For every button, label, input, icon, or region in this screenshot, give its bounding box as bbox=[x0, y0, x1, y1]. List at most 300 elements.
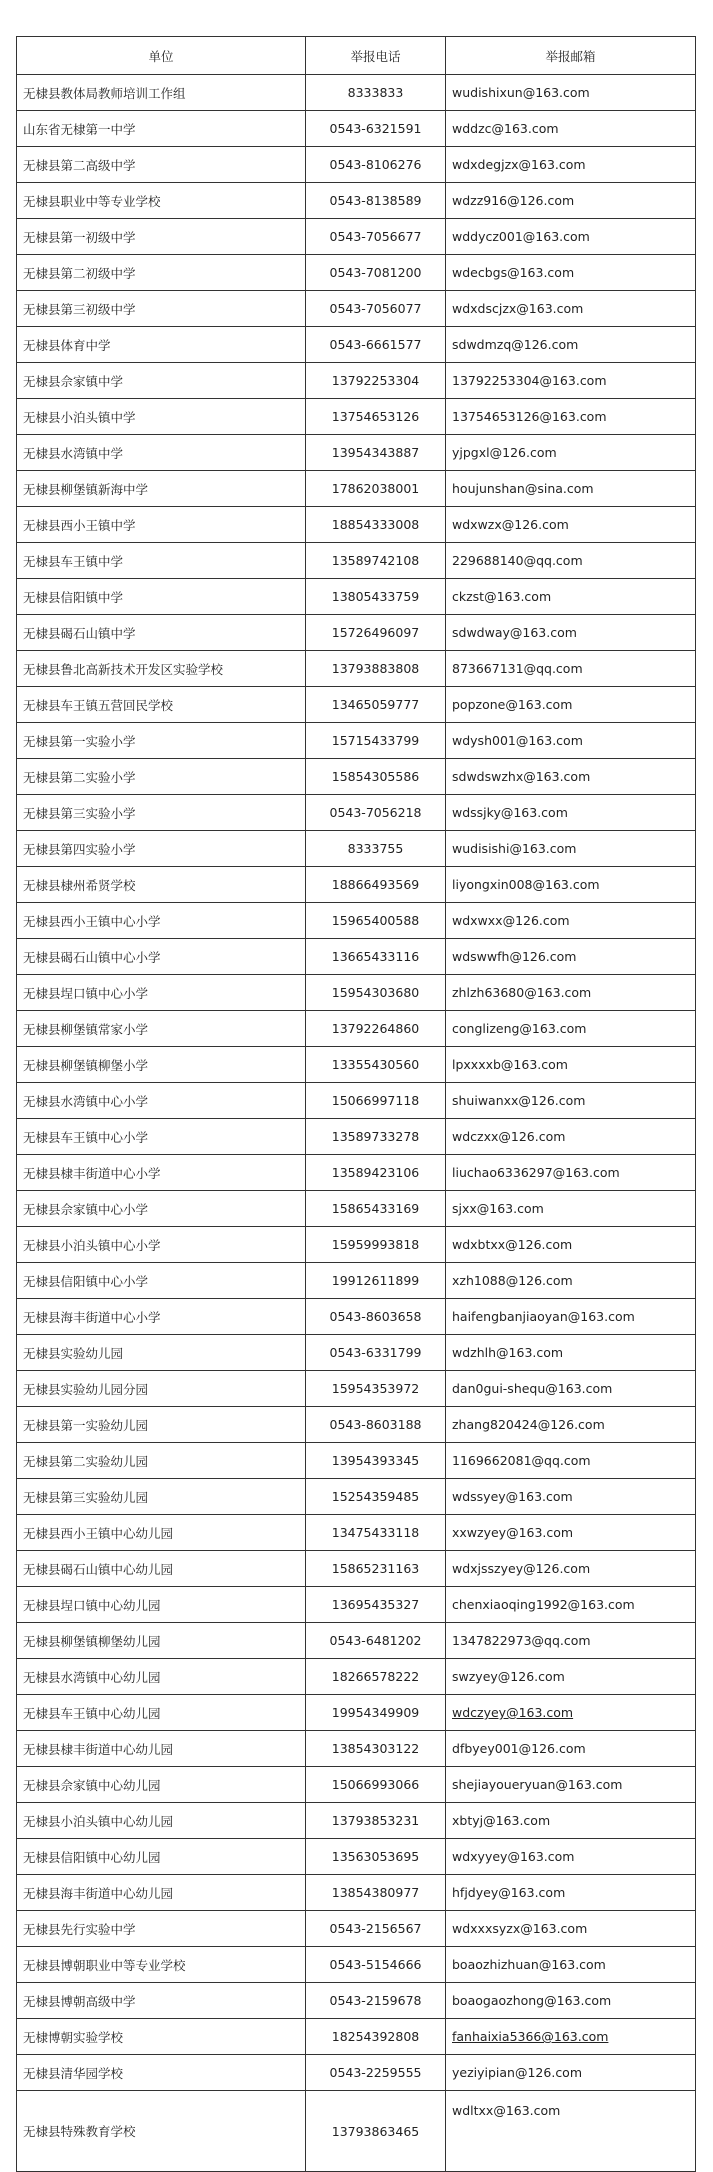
unit-text: 无棣县体育中学 bbox=[23, 337, 111, 353]
unit-cell bbox=[17, 1299, 306, 1335]
unit-cell bbox=[17, 1587, 306, 1623]
email-text[interactable]: chenxiaoqing1992@163.com bbox=[452, 1597, 635, 1612]
email-text[interactable]: wdxdscjzx@163.com bbox=[452, 301, 584, 316]
header-phone: 举报电话 bbox=[306, 37, 446, 75]
unit-cell bbox=[17, 471, 306, 507]
email-cell[interactable] bbox=[446, 2055, 696, 2091]
phone-cell bbox=[306, 975, 446, 1011]
table-row bbox=[17, 903, 696, 939]
email-text[interactable]: shejiayoueryuan@163.com bbox=[452, 1777, 623, 1792]
unit-cell bbox=[17, 759, 306, 795]
phone-cell bbox=[306, 1731, 446, 1767]
unit-text: 无棣县碣石山镇中心幼儿园 bbox=[23, 1561, 174, 1577]
email-text[interactable]: wdxwzx@126.com bbox=[452, 517, 569, 532]
email-cell[interactable] bbox=[446, 687, 696, 723]
unit-text: 无棣县实验幼儿园分园 bbox=[23, 1381, 149, 1397]
email-text[interactable]: liyongxin008@163.com bbox=[452, 877, 600, 892]
unit-cell bbox=[17, 507, 306, 543]
unit-text: 无棣县信阳镇中心幼儿园 bbox=[23, 1849, 161, 1865]
email-text[interactable]: wdczxx@126.com bbox=[452, 1129, 566, 1144]
phone-cell bbox=[306, 435, 446, 471]
table-row bbox=[17, 183, 696, 219]
email-cell[interactable] bbox=[446, 543, 696, 579]
unit-cell bbox=[17, 1191, 306, 1227]
email-cell[interactable] bbox=[446, 1011, 696, 1047]
email-text[interactable]: yeziyipian@126.com bbox=[452, 2065, 583, 2080]
email-text[interactable]: wdltxx@163.com bbox=[452, 2103, 561, 2118]
unit-text: 无棣县水湾镇中心幼儿园 bbox=[23, 1669, 161, 1685]
email-cell[interactable] bbox=[446, 1695, 696, 1731]
unit-text: 无棣县第二实验小学 bbox=[23, 769, 136, 785]
unit-cell bbox=[17, 1407, 306, 1443]
phone-cell bbox=[306, 363, 446, 399]
email-cell[interactable] bbox=[446, 651, 696, 687]
phone-text: 0543-6661577 bbox=[329, 337, 422, 352]
email-cell[interactable] bbox=[446, 1479, 696, 1515]
table-row bbox=[17, 1407, 696, 1443]
table-row bbox=[17, 939, 696, 975]
unit-cell bbox=[17, 1011, 306, 1047]
table-row bbox=[17, 363, 696, 399]
email-text[interactable]: wdxwxx@126.com bbox=[452, 913, 570, 928]
phone-cell bbox=[306, 687, 446, 723]
unit-cell bbox=[17, 1623, 306, 1659]
unit-cell bbox=[17, 1551, 306, 1587]
email-text[interactable]: 1169662081@qq.com bbox=[452, 1453, 591, 1468]
unit-cell bbox=[17, 2055, 306, 2091]
unit-text: 无棣县车王镇五营回民学校 bbox=[23, 697, 174, 713]
email-cell[interactable] bbox=[446, 939, 696, 975]
unit-text: 无棣县西小王镇中学 bbox=[23, 517, 136, 533]
email-text[interactable]: wdssyey@163.com bbox=[452, 1489, 573, 1504]
email-text[interactable]: fanhaixia5366@163.com bbox=[452, 2029, 609, 2044]
unit-text: 无棣县柳堡镇柳堡幼儿园 bbox=[23, 1633, 161, 1649]
unit-text: 无棣县鲁北高新技术开发区实验学校 bbox=[23, 661, 224, 677]
unit-text: 无棣县海丰街道中心幼儿园 bbox=[23, 1885, 174, 1901]
unit-text: 无棣县棣丰街道中心小学 bbox=[23, 1165, 161, 1181]
table-row bbox=[17, 1011, 696, 1047]
email-cell[interactable] bbox=[446, 1263, 696, 1299]
email-cell[interactable] bbox=[446, 255, 696, 291]
table-row bbox=[17, 687, 696, 723]
email-text[interactable]: haifengbanjiaoyan@163.com bbox=[452, 1309, 635, 1324]
table-row bbox=[17, 651, 696, 687]
unit-cell bbox=[17, 1947, 306, 1983]
phone-text: 0543-2156567 bbox=[329, 1921, 422, 1936]
unit-text: 无棣县车王镇中学 bbox=[23, 553, 124, 569]
table-row bbox=[17, 1263, 696, 1299]
unit-cell bbox=[17, 867, 306, 903]
unit-cell bbox=[17, 327, 306, 363]
email-cell[interactable] bbox=[446, 867, 696, 903]
table-row bbox=[17, 147, 696, 183]
table-row bbox=[17, 1083, 696, 1119]
table-row bbox=[17, 471, 696, 507]
email-text[interactable]: 873667131@qq.com bbox=[452, 661, 583, 676]
unit-text: 无棣县埕口镇中心小学 bbox=[23, 985, 149, 1001]
phone-cell bbox=[306, 399, 446, 435]
email-text[interactable]: conglizeng@163.com bbox=[452, 1021, 587, 1036]
header-unit: 单位 bbox=[17, 37, 306, 75]
phone-cell bbox=[306, 903, 446, 939]
table-row bbox=[17, 2019, 696, 2055]
unit-cell bbox=[17, 651, 306, 687]
table-row bbox=[17, 1299, 696, 1335]
email-text[interactable]: wdxjsszyey@126.com bbox=[452, 1561, 591, 1576]
table-row bbox=[17, 327, 696, 363]
email-text[interactable]: wdswwfh@126.com bbox=[452, 949, 577, 964]
email-text[interactable]: zhang820424@126.com bbox=[452, 1417, 605, 1432]
phone-text: 15865433169 bbox=[331, 1201, 420, 1216]
phone-text: 18866493569 bbox=[331, 877, 420, 892]
email-cell[interactable] bbox=[446, 1587, 696, 1623]
unit-text: 无棣县小泊头镇中心小学 bbox=[23, 1237, 161, 1253]
email-cell[interactable] bbox=[446, 615, 696, 651]
email-text[interactable]: sdwdswzhx@163.com bbox=[452, 769, 591, 784]
email-cell[interactable] bbox=[446, 795, 696, 831]
phone-cell bbox=[306, 219, 446, 255]
unit-cell bbox=[17, 2091, 306, 2172]
phone-cell bbox=[306, 1911, 446, 1947]
email-cell[interactable] bbox=[446, 759, 696, 795]
phone-text: 8333755 bbox=[347, 841, 404, 856]
email-cell[interactable] bbox=[446, 1299, 696, 1335]
unit-text: 无棣县柳堡镇柳堡小学 bbox=[23, 1057, 149, 1073]
unit-text: 无棣县职业中等专业学校 bbox=[23, 193, 161, 209]
phone-cell bbox=[306, 1659, 446, 1695]
email-cell[interactable] bbox=[446, 723, 696, 759]
unit-cell bbox=[17, 1119, 306, 1155]
phone-cell bbox=[306, 1803, 446, 1839]
unit-text: 无棣县柳堡镇新海中学 bbox=[23, 481, 149, 497]
email-cell[interactable] bbox=[446, 1803, 696, 1839]
phone-text: 13589423106 bbox=[331, 1165, 420, 1180]
phone-text: 15715433799 bbox=[331, 733, 420, 748]
unit-text: 无棣县海丰街道中心小学 bbox=[23, 1309, 161, 1325]
unit-cell bbox=[17, 1911, 306, 1947]
email-cell[interactable] bbox=[446, 1623, 696, 1659]
phone-cell bbox=[306, 1263, 446, 1299]
phone-cell bbox=[306, 1875, 446, 1911]
unit-text: 无棣县信阳镇中学 bbox=[23, 589, 124, 605]
email-text[interactable]: 13754653126@163.com bbox=[452, 409, 607, 424]
unit-cell bbox=[17, 1227, 306, 1263]
phone-cell bbox=[306, 255, 446, 291]
email-text[interactable]: wddzc@163.com bbox=[452, 121, 559, 136]
phone-cell bbox=[306, 759, 446, 795]
phone-cell bbox=[306, 1623, 446, 1659]
unit-text: 无棣县西小王镇中心小学 bbox=[23, 913, 161, 929]
email-cell[interactable] bbox=[446, 471, 696, 507]
email-text[interactable]: 1347822973@qq.com bbox=[452, 1633, 591, 1648]
phone-text: 0543-8603658 bbox=[329, 1309, 422, 1324]
phone-cell bbox=[306, 1083, 446, 1119]
email-text[interactable]: liuchao6336297@163.com bbox=[452, 1165, 620, 1180]
unit-cell bbox=[17, 1839, 306, 1875]
email-cell[interactable] bbox=[446, 831, 696, 867]
table-row bbox=[17, 1335, 696, 1371]
table-row bbox=[17, 1047, 696, 1083]
phone-cell bbox=[306, 723, 446, 759]
email-text[interactable]: hfjdyey@163.com bbox=[452, 1885, 566, 1900]
unit-cell bbox=[17, 1515, 306, 1551]
email-text[interactable]: wdxyyey@163.com bbox=[452, 1849, 575, 1864]
phone-cell bbox=[306, 1767, 446, 1803]
phone-text: 0543-7056218 bbox=[329, 805, 422, 820]
email-cell[interactable] bbox=[446, 1371, 696, 1407]
phone-cell bbox=[306, 867, 446, 903]
email-cell[interactable] bbox=[446, 1731, 696, 1767]
table-row bbox=[17, 507, 696, 543]
email-cell[interactable] bbox=[446, 1839, 696, 1875]
phone-cell bbox=[306, 579, 446, 615]
unit-text: 无棣县碣石山镇中心小学 bbox=[23, 949, 161, 965]
unit-cell bbox=[17, 1767, 306, 1803]
email-text[interactable]: ckzst@163.com bbox=[452, 589, 552, 604]
unit-text: 无棣县特殊教育学校 bbox=[23, 2124, 136, 2139]
email-cell[interactable] bbox=[446, 291, 696, 327]
phone-text: 15854305586 bbox=[331, 769, 420, 784]
unit-cell bbox=[17, 1659, 306, 1695]
phone-text: 13475433118 bbox=[331, 1525, 420, 1540]
email-text[interactable]: wdecbgs@163.com bbox=[452, 265, 575, 280]
table-row bbox=[17, 1191, 696, 1227]
email-cell[interactable] bbox=[446, 1515, 696, 1551]
phone-text: 13695435327 bbox=[331, 1597, 420, 1612]
unit-cell bbox=[17, 975, 306, 1011]
email-text[interactable]: sdwdway@163.com bbox=[452, 625, 577, 640]
phone-text: 0543-8106276 bbox=[329, 157, 422, 172]
email-cell[interactable] bbox=[446, 111, 696, 147]
unit-text: 无棣县清华园学校 bbox=[23, 2065, 124, 2081]
phone-cell bbox=[306, 651, 446, 687]
email-text[interactable]: swzyey@126.com bbox=[452, 1669, 565, 1684]
email-text[interactable]: sdwdmzq@126.com bbox=[452, 337, 579, 352]
phone-cell bbox=[306, 507, 446, 543]
email-text[interactable]: 13792253304@163.com bbox=[452, 373, 607, 388]
unit-text: 无棣县佘家镇中心小学 bbox=[23, 1201, 149, 1217]
unit-text: 无棣县实验幼儿园 bbox=[23, 1345, 124, 1361]
phone-text: 13792264860 bbox=[331, 1021, 420, 1036]
email-text[interactable]: boaozhizhuan@163.com bbox=[452, 1957, 606, 1972]
unit-text: 无棣县车王镇中心幼儿园 bbox=[23, 1705, 161, 1721]
email-cell[interactable] bbox=[446, 2019, 696, 2055]
email-text[interactable]: xbtyj@163.com bbox=[452, 1813, 551, 1828]
unit-text: 无棣县博朝职业中等专业学校 bbox=[23, 1957, 186, 1973]
email-text[interactable]: wdssjky@163.com bbox=[452, 805, 568, 820]
email-text[interactable]: wdysh001@163.com bbox=[452, 733, 583, 748]
table-row bbox=[17, 543, 696, 579]
email-text[interactable]: wddycz001@163.com bbox=[452, 229, 590, 244]
table-row bbox=[17, 2055, 696, 2091]
email-text[interactable]: popzone@163.com bbox=[452, 697, 573, 712]
table-row bbox=[17, 255, 696, 291]
email-cell[interactable] bbox=[446, 975, 696, 1011]
email-text[interactable]: dfbyey001@126.com bbox=[452, 1741, 586, 1756]
phone-text: 13465059777 bbox=[331, 697, 420, 712]
email-cell[interactable] bbox=[446, 1083, 696, 1119]
email-cell[interactable] bbox=[446, 1227, 696, 1263]
email-cell[interactable] bbox=[446, 363, 696, 399]
unit-cell bbox=[17, 1803, 306, 1839]
phone-text: 0543-2259555 bbox=[329, 2065, 422, 2080]
email-cell[interactable] bbox=[446, 1335, 696, 1371]
email-cell[interactable] bbox=[446, 1407, 696, 1443]
phone-cell bbox=[306, 1947, 446, 1983]
header-email: 举报邮箱 bbox=[446, 37, 696, 75]
phone-cell bbox=[306, 111, 446, 147]
email-cell[interactable] bbox=[446, 75, 696, 111]
unit-cell bbox=[17, 795, 306, 831]
phone-text: 0543-8603188 bbox=[329, 1417, 422, 1432]
table-row bbox=[17, 1695, 696, 1731]
email-cell[interactable] bbox=[446, 147, 696, 183]
email-cell[interactable] bbox=[446, 1947, 696, 1983]
table-row bbox=[17, 219, 696, 255]
email-text[interactable]: wdzhlh@163.com bbox=[452, 1345, 564, 1360]
email-cell[interactable] bbox=[446, 1191, 696, 1227]
unit-text: 无棣县第二高级中学 bbox=[23, 157, 136, 173]
unit-text: 无棣县第四实验小学 bbox=[23, 841, 136, 857]
email-cell[interactable] bbox=[446, 1551, 696, 1587]
email-cell[interactable] bbox=[446, 1119, 696, 1155]
unit-cell bbox=[17, 183, 306, 219]
unit-text: 山东省无棣第一中学 bbox=[23, 121, 136, 137]
table-row bbox=[17, 867, 696, 903]
phone-text: 18266578222 bbox=[331, 1669, 420, 1684]
table-row bbox=[17, 1371, 696, 1407]
phone-cell bbox=[306, 939, 446, 975]
email-text[interactable]: xzh1088@126.com bbox=[452, 1273, 573, 1288]
table-row bbox=[17, 723, 696, 759]
email-cell[interactable] bbox=[446, 1047, 696, 1083]
phone-text: 13563053695 bbox=[331, 1849, 420, 1864]
email-cell[interactable] bbox=[446, 1443, 696, 1479]
phone-text: 13355430560 bbox=[331, 1057, 420, 1072]
email-text[interactable]: lpxxxxb@163.com bbox=[452, 1057, 568, 1072]
email-text[interactable]: wudishixun@163.com bbox=[452, 85, 590, 100]
phone-text: 0543-5154666 bbox=[329, 1957, 422, 1972]
email-text[interactable]: 229688140@qq.com bbox=[452, 553, 583, 568]
email-cell[interactable] bbox=[446, 579, 696, 615]
unit-text: 无棣县博朝高级中学 bbox=[23, 1993, 136, 2009]
phone-text: 15959993818 bbox=[331, 1237, 420, 1252]
phone-cell bbox=[306, 1227, 446, 1263]
phone-cell bbox=[306, 1515, 446, 1551]
email-cell[interactable] bbox=[446, 1659, 696, 1695]
phone-cell bbox=[306, 291, 446, 327]
unit-text: 无棣县水湾镇中心小学 bbox=[23, 1093, 149, 1109]
email-cell[interactable] bbox=[446, 219, 696, 255]
unit-cell bbox=[17, 219, 306, 255]
unit-text: 无棣县信阳镇中心小学 bbox=[23, 1273, 149, 1289]
email-text[interactable]: zhlzh63680@163.com bbox=[452, 985, 592, 1000]
phone-text: 13854303122 bbox=[331, 1741, 420, 1756]
email-text[interactable]: houjunshan@sina.com bbox=[452, 481, 594, 496]
email-text[interactable]: wdxxxsyzx@163.com bbox=[452, 1921, 588, 1936]
email-text[interactable]: wdxdegjzx@163.com bbox=[452, 157, 586, 172]
table-row bbox=[17, 2091, 696, 2172]
unit-cell bbox=[17, 75, 306, 111]
table-row bbox=[17, 579, 696, 615]
unit-cell bbox=[17, 111, 306, 147]
phone-cell bbox=[306, 831, 446, 867]
email-text[interactable]: wdxbtxx@126.com bbox=[452, 1237, 573, 1252]
email-text[interactable]: wdczyey@163.com bbox=[452, 1705, 574, 1720]
unit-text: 无棣县第三实验幼儿园 bbox=[23, 1489, 149, 1505]
phone-cell bbox=[306, 795, 446, 831]
phone-text: 13793863465 bbox=[331, 2123, 420, 2139]
table-row bbox=[17, 111, 696, 147]
email-cell[interactable] bbox=[446, 1911, 696, 1947]
table-row bbox=[17, 1767, 696, 1803]
email-text[interactable]: dan0gui-shequ@163.com bbox=[452, 1381, 613, 1396]
phone-text: 8333833 bbox=[347, 85, 404, 100]
unit-cell bbox=[17, 1371, 306, 1407]
unit-text: 无棣县小泊头镇中心幼儿园 bbox=[23, 1813, 174, 1829]
phone-text: 13793883808 bbox=[331, 661, 420, 676]
table-row bbox=[17, 1443, 696, 1479]
email-cell[interactable] bbox=[446, 1875, 696, 1911]
unit-cell bbox=[17, 2019, 306, 2055]
email-cell[interactable] bbox=[446, 183, 696, 219]
phone-text: 15954353972 bbox=[331, 1381, 420, 1396]
table-row bbox=[17, 1623, 696, 1659]
email-text[interactable]: xxwzyey@163.com bbox=[452, 1525, 574, 1540]
email-cell[interactable] bbox=[446, 1983, 696, 2019]
email-text[interactable]: boaogaozhong@163.com bbox=[452, 1993, 612, 2008]
unit-cell bbox=[17, 1047, 306, 1083]
email-cell[interactable] bbox=[446, 507, 696, 543]
phone-cell bbox=[306, 1011, 446, 1047]
email-cell[interactable] bbox=[446, 903, 696, 939]
table-row bbox=[17, 975, 696, 1011]
unit-text: 无棣县第一实验小学 bbox=[23, 733, 136, 749]
email-text[interactable]: wudisishi@163.com bbox=[452, 841, 577, 856]
email-cell[interactable] bbox=[446, 1155, 696, 1191]
unit-text: 无棣县第二初级中学 bbox=[23, 265, 136, 281]
phone-text: 13854380977 bbox=[331, 1885, 420, 1900]
unit-text: 无棣县第二实验幼儿园 bbox=[23, 1453, 149, 1469]
unit-cell bbox=[17, 579, 306, 615]
table-row bbox=[17, 1875, 696, 1911]
email-text[interactable]: wdzz916@126.com bbox=[452, 193, 575, 208]
unit-cell bbox=[17, 363, 306, 399]
phone-cell bbox=[306, 75, 446, 111]
phone-text: 13665433116 bbox=[331, 949, 420, 964]
unit-cell bbox=[17, 399, 306, 435]
email-cell[interactable] bbox=[446, 1767, 696, 1803]
email-text[interactable]: sjxx@163.com bbox=[452, 1201, 544, 1216]
email-cell[interactable] bbox=[446, 327, 696, 363]
unit-cell bbox=[17, 1983, 306, 2019]
email-cell[interactable] bbox=[446, 2091, 696, 2172]
email-text[interactable]: shuiwanxx@126.com bbox=[452, 1093, 586, 1108]
phone-text: 13793853231 bbox=[331, 1813, 420, 1828]
email-cell[interactable] bbox=[446, 435, 696, 471]
table-row bbox=[17, 1119, 696, 1155]
phone-text: 0543-2159678 bbox=[329, 1993, 422, 2008]
unit-cell bbox=[17, 1083, 306, 1119]
phone-cell bbox=[306, 2055, 446, 2091]
report-contacts-table bbox=[16, 36, 696, 2172]
email-text[interactable]: yjpgxl@126.com bbox=[452, 445, 557, 460]
phone-cell bbox=[306, 1587, 446, 1623]
unit-cell bbox=[17, 939, 306, 975]
unit-text: 无棣县第一初级中学 bbox=[23, 229, 136, 245]
phone-text: 17862038001 bbox=[331, 481, 420, 496]
email-cell[interactable] bbox=[446, 399, 696, 435]
